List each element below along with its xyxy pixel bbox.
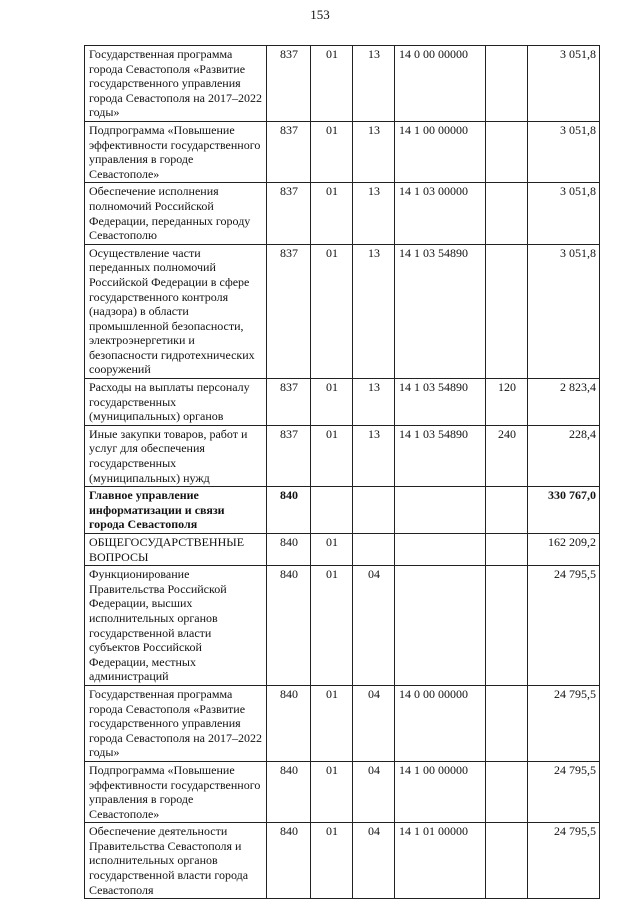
row-code-cell: 837: [267, 425, 311, 486]
row-subsection-cell: 13: [353, 244, 395, 378]
row-amount-cell: 24 795,5: [528, 823, 600, 899]
table-row: [85, 425, 600, 486]
row-subsection-cell: 13: [353, 183, 395, 244]
table-row: [85, 183, 600, 244]
row-name-cell: Осуществление части переданных полномочий Российской Федерации в сфере государственного контроля (надзора) в области промышленной безопасности, электроэнергетики и безопасности гидротехнических сооружений: [85, 244, 267, 378]
page-number: 153: [310, 7, 330, 22]
row-amount-cell: 3 051,8: [528, 183, 600, 244]
row-section-cell: 01: [311, 685, 353, 761]
row-code-cell: 837: [267, 379, 311, 426]
row-code-cell: 837: [267, 183, 311, 244]
row-target-cell: [395, 534, 486, 566]
row-target-cell: 14 0 00 00000: [395, 685, 486, 761]
row-code-cell: 840: [267, 761, 311, 822]
row-kind-cell: [486, 244, 528, 378]
row-kind-cell: [486, 183, 528, 244]
row-subsection-cell: 13: [353, 46, 395, 122]
row-target-cell: 14 1 00 00000: [395, 761, 486, 822]
row-section-cell: [311, 487, 353, 534]
row-target-cell: 14 1 03 54890: [395, 379, 486, 426]
row-name-cell: Расходы на выплаты персоналу государственных (муниципальных) органов: [85, 379, 267, 426]
row-amount-cell: 3 051,8: [528, 244, 600, 378]
row-subsection-cell: 04: [353, 566, 395, 686]
row-name-cell: Обеспечение деятельности Правительства Севастополя и исполнительных органов государственной власти города Севастополя: [85, 823, 267, 899]
row-subsection-cell: 13: [353, 379, 395, 426]
row-section-cell: 01: [311, 425, 353, 486]
table-row: [85, 823, 600, 899]
row-name-cell: Обеспечение исполнения полномочий Российской Федерации, переданных городу Севастополю: [85, 183, 267, 244]
row-section-cell: 01: [311, 244, 353, 378]
row-kind-cell: [486, 534, 528, 566]
row-code-cell: 837: [267, 46, 311, 122]
row-kind-cell: 240: [486, 425, 528, 486]
row-code-cell: 837: [267, 121, 311, 182]
row-amount-cell: 24 795,5: [528, 761, 600, 822]
row-section-cell: 01: [311, 534, 353, 566]
table-row: [85, 379, 600, 426]
row-amount-cell: 330 767,0: [528, 487, 600, 534]
table-row: [85, 487, 600, 534]
row-subsection-cell: [353, 534, 395, 566]
row-target-cell: 14 1 01 00000: [395, 823, 486, 899]
row-kind-cell: 120: [486, 379, 528, 426]
row-name-cell: Функционирование Правительства Российской Федерации, высших исполнительных органов государственной власти субъектов Российской Федерации, местных администраций: [85, 566, 267, 686]
row-section-cell: 01: [311, 566, 353, 686]
row-subsection-cell: 13: [353, 425, 395, 486]
row-name-cell: Иные закупки товаров, работ и услуг для обеспечения государственных (муниципальных) нужд: [85, 425, 267, 486]
table-row: [85, 244, 600, 378]
row-section-cell: 01: [311, 379, 353, 426]
row-subsection-cell: [353, 487, 395, 534]
table-row: [85, 534, 600, 566]
row-section-cell: 01: [311, 46, 353, 122]
row-kind-cell: [486, 566, 528, 686]
row-code-cell: 840: [267, 685, 311, 761]
row-amount-cell: 3 051,8: [528, 121, 600, 182]
row-amount-cell: 2 823,4: [528, 379, 600, 426]
row-amount-cell: 228,4: [528, 425, 600, 486]
row-name-cell: Главное управление информатизации и связи города Севастополя: [85, 487, 267, 534]
row-amount-cell: 3 051,8: [528, 46, 600, 122]
row-kind-cell: [486, 121, 528, 182]
table-row: [85, 685, 600, 761]
budget-table-body: [85, 46, 600, 899]
row-subsection-cell: 04: [353, 685, 395, 761]
row-section-cell: 01: [311, 823, 353, 899]
row-kind-cell: [486, 823, 528, 899]
row-kind-cell: [486, 761, 528, 822]
row-name-cell: ОБЩЕГОСУДАРСТВЕННЫЕ ВОПРОСЫ: [85, 534, 267, 566]
row-target-cell: 14 0 00 00000: [395, 46, 486, 122]
table-row: [85, 121, 600, 182]
row-amount-cell: 162 209,2: [528, 534, 600, 566]
row-target-cell: [395, 566, 486, 686]
row-target-cell: 14 1 03 54890: [395, 244, 486, 378]
row-subsection-cell: 13: [353, 121, 395, 182]
row-section-cell: 01: [311, 121, 353, 182]
row-subsection-cell: 04: [353, 761, 395, 822]
budget-table: [84, 45, 600, 899]
row-code-cell: 840: [267, 534, 311, 566]
row-section-cell: 01: [311, 761, 353, 822]
row-kind-cell: [486, 685, 528, 761]
row-kind-cell: [486, 487, 528, 534]
row-code-cell: 840: [267, 487, 311, 534]
row-code-cell: 837: [267, 244, 311, 378]
row-amount-cell: 24 795,5: [528, 566, 600, 686]
table-row: [85, 46, 600, 122]
row-target-cell: 14 1 03 54890: [395, 425, 486, 486]
row-code-cell: 840: [267, 823, 311, 899]
row-name-cell: Подпрограмма «Повышение эффективности государственного управления в городе Севастополе»: [85, 121, 267, 182]
row-target-cell: [395, 487, 486, 534]
table-row: [85, 761, 600, 822]
row-code-cell: 840: [267, 566, 311, 686]
row-kind-cell: [486, 46, 528, 122]
row-subsection-cell: 04: [353, 823, 395, 899]
row-target-cell: 14 1 00 00000: [395, 121, 486, 182]
row-name-cell: Государственная программа города Севастополя «Развитие государственного управления города Севастополя на 2017–2022 годы»: [85, 46, 267, 122]
row-section-cell: 01: [311, 183, 353, 244]
row-target-cell: 14 1 03 00000: [395, 183, 486, 244]
row-amount-cell: 24 795,5: [528, 685, 600, 761]
row-name-cell: Государственная программа города Севастополя «Развитие государственного управления города Севастополя на 2017–2022 годы»: [85, 685, 267, 761]
table-row: [85, 566, 600, 686]
row-name-cell: Подпрограмма «Повышение эффективности государственного управления в городе Севастополе»: [85, 761, 267, 822]
